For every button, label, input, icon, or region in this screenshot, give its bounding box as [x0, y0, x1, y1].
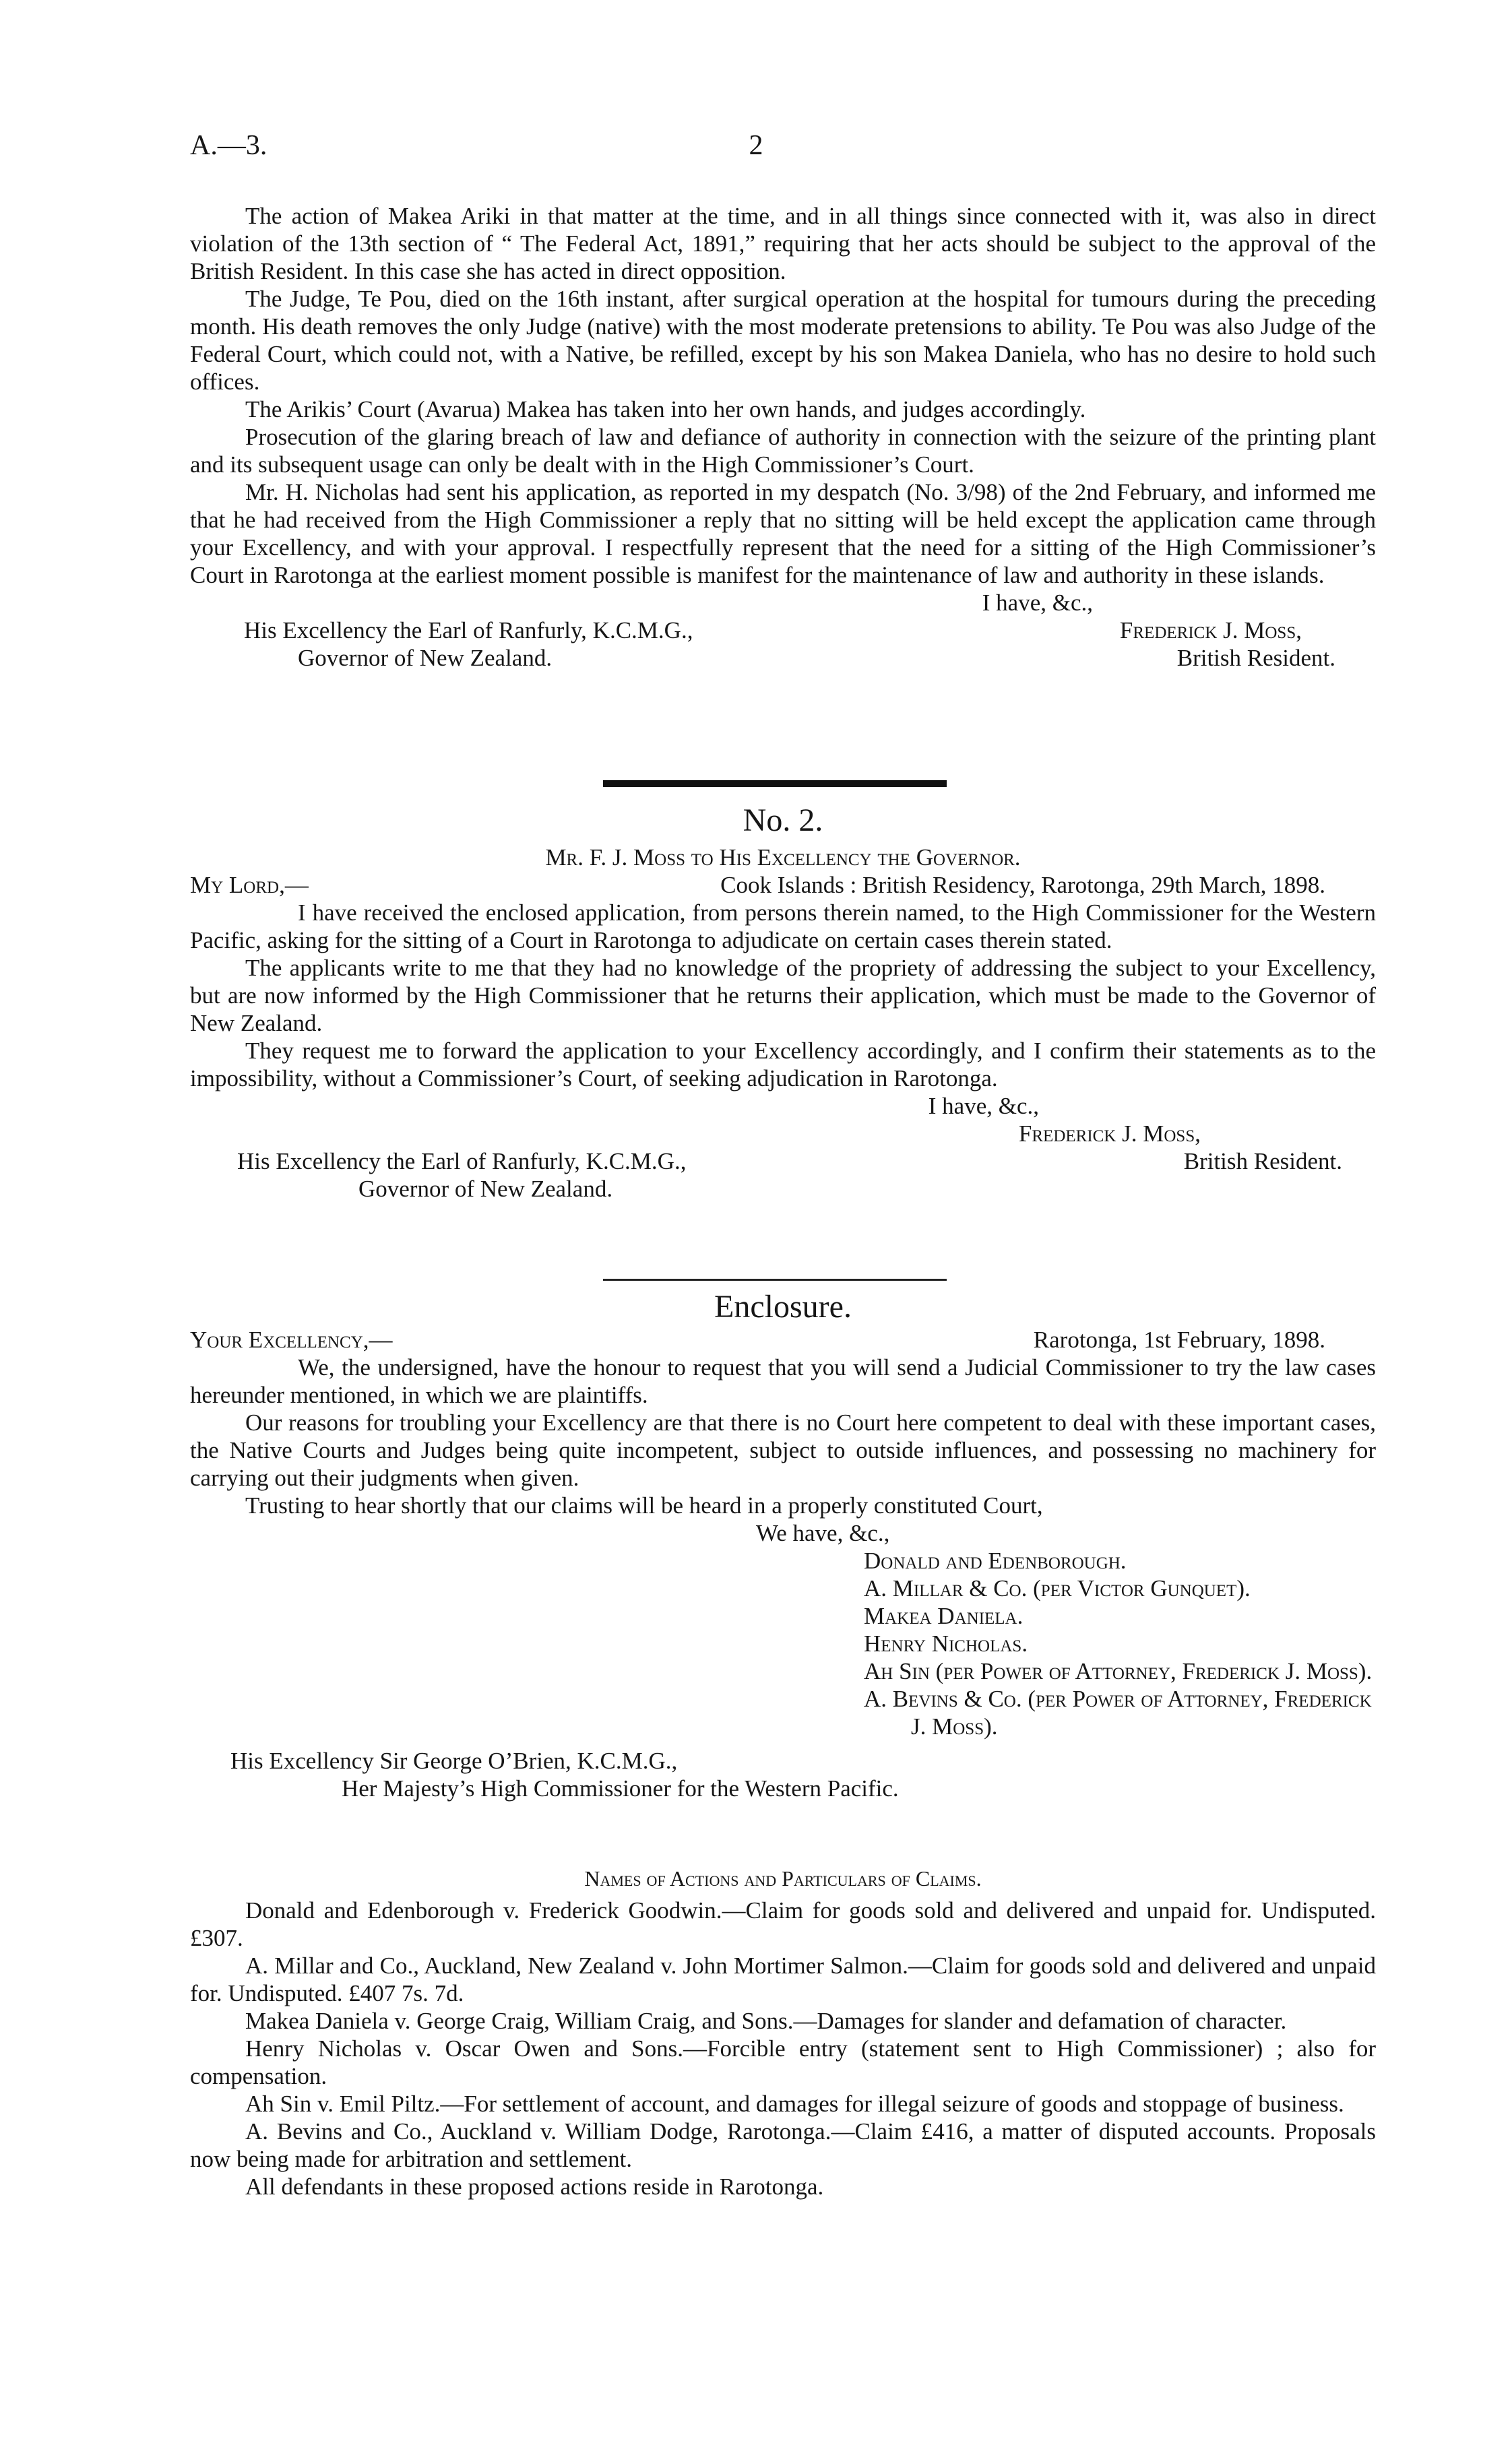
addressee-title: Her Majesty’s High Commissioner for the Western Pacific. [342, 1775, 899, 1802]
signer-name: Frederick J. Moss, [1018, 1120, 1201, 1147]
page-number: 2 [749, 130, 763, 161]
paragraph: Prosecution of the glaring breach of law and defiance of authority in connection with the seizure of the printing plant and its subsequent usage can only be dealt with in the High Commissioner’s Court. [190, 424, 1376, 478]
paragraph: The action of Makea Ariki in that matter at the time, and in all things since connected with it, was also in direct violation of the 13th section of “ The Federal Act, 1891,” requiring that her acts should be subject to the approval of the British Resident. In this case she has acted in direct opposition. [190, 203, 1376, 284]
place-date: Rarotonga, 1st February, 1898. [1033, 1327, 1325, 1353]
paragraph: Mr. H. Nicholas had sent his application, as reported in my despatch (No. 3/98) of the 2nd February, and informed me that he had received from the High Commissioner a reply that no sitting will be held except the application came through your Excellency, and with your approval. I respectfully represent that the need for a sitting of the High Commissioner’s Court in Rarotonga at the earliest moment possible is manifest for the maintenance of law and authority in these islands. [190, 479, 1376, 588]
salutation: My Lord,— [190, 872, 309, 898]
signature-row [190, 616, 1376, 644]
addressee: His Excellency the Earl of Ranfurly, K.C.M.G., [244, 617, 693, 643]
letter-1 [190, 202, 1376, 672]
closing: I have, &c., [982, 590, 1093, 616]
signatories [864, 1547, 1376, 1740]
paragraph: I have received the enclosed application, from persons therein named, to the High Commissioner for the Western Pacific, asking for the sitting of a Court in Rarotonga to adjudicate on certain cases therein stated. [190, 899, 1376, 953]
signer-name: Frederick J. Moss, [1119, 617, 1302, 643]
paragraph: The Judge, Te Pou, died on the 16th instant, after surgical operation at the hospital for tumours during the preceding month. His death removes the only Judge (native) with the most moderate pretensions to ability. Te Pou was also Judge of the Federal Court, which could not, with a Native, be refilled, except by his son Makea Daniela, who has no desire to hold such offices. [190, 286, 1376, 395]
claim-item: All defendants in these proposed actions reside in Rarotonga. [245, 2174, 824, 2200]
paragraph: The applicants write to me that they had no knowledge of the propriety of addressing the subject to your Excellency, but are now informed by the High Commissioner that he returns their application, which must be made to the Governor of New Zealand. [190, 955, 1376, 1036]
claim-item: Henry Nicholas v. Oscar Owen and Sons.—Forcible entry (statement sent to High Commissioner) ; also for compensation. [190, 2035, 1376, 2089]
addressee-title: Governor of New Zealand. [298, 645, 553, 671]
salutation: Your Excellency,— [190, 1327, 393, 1353]
section-divider [603, 1279, 947, 1281]
addressee: His Excellency the Earl of Ranfurly, K.C.M.G., [237, 1148, 687, 1174]
signatory: A. Bevins & Co. (per Power of Attorney, Frederick J. Moss). [864, 1686, 1372, 1740]
claim-item: Donald and Edenborough v. Frederick Goodwin.—Claim for goods sold and delivered and unpaid for. Undisputed. £307. [190, 1897, 1376, 1951]
place-date: Cook Islands : British Residency, Rarotonga, 29th March, 1898. [720, 872, 1325, 898]
signer-title: British Resident. [1176, 645, 1335, 671]
claim-item: A. Millar and Co., Auckland, New Zealand v. John Mortimer Salmon.—Claim for goods sold and delivered and unpaid for. Undisputed. £407 7s. 7d. [190, 1953, 1376, 2006]
signatory: Ah Sin (per Power of Attorney, Frederick J. Moss). [864, 1658, 1373, 1684]
addressee-title: Governor of New Zealand. [358, 1176, 613, 1202]
page-header [190, 132, 1322, 172]
closing: I have, &c., [928, 1093, 1039, 1119]
signer-title: British Resident. [1183, 1148, 1342, 1174]
signatory: A. Millar & Co. (per Victor Gunquet). [864, 1575, 1251, 1601]
addressee: His Excellency Sir George O’Brien, K.C.M.G., [230, 1748, 678, 1774]
addressee-title-row [190, 1175, 1376, 1203]
closing-row [190, 589, 1376, 616]
letter-no-2 [190, 802, 1376, 1203]
paragraph: We, the undersigned, have the honour to request that you will send a Judicial Commissioner to try the law cases hereunder mentioned, in which we are plaintiffs. [190, 1354, 1376, 1408]
section-heading: Enclosure. [714, 1289, 852, 1325]
closing-row [190, 1092, 1376, 1120]
claim-item: Ah Sin v. Emil Piltz.—For settlement of account, and damages for illegal seizure of goods and stoppage of business. [245, 2091, 1344, 2117]
document-reference: A.—3. [190, 130, 267, 161]
claim-item: Makea Daniela v. George Craig, William Craig, and Sons.—Damages for slander and defamation of character. [245, 2008, 1287, 2034]
signature-row [190, 1120, 1376, 1147]
enclosure [190, 1288, 1376, 1802]
signature-row [190, 644, 1376, 672]
claim-item: A. Bevins and Co., Auckland v. William Dodge, Rarotonga.—Claim £416, a matter of disputed accounts. Proposals now being made for arbitration and settlement. [190, 2118, 1376, 2172]
paragraph: The Arikis’ Court (Avarua) Makea has taken into her own hands, and judges accordingly. [245, 396, 1086, 422]
section-heading: No. 2. [743, 802, 823, 838]
salutation-row [190, 1326, 1376, 1354]
salutation-row [190, 871, 1376, 899]
paragraph: They request me to forward the application to your Excellency accordingly, and I confirm their statements as to the impossibility, without a Commissioner’s Court, of seeking adjudication in Rarotonga. [190, 1038, 1376, 1091]
section-divider [603, 780, 947, 787]
closing: We have, &c., [756, 1520, 890, 1546]
letter-subheading: Mr. F. J. Moss to His Excellency the Governor. [545, 844, 1021, 870]
signatory: Henry Nicholas. [864, 1630, 1028, 1657]
signature-row [190, 1147, 1376, 1175]
paragraph: Our reasons for troubling your Excellency are that there is no Court here competent to deal with these important cases, the Native Courts and Judges being quite incompetent, subject to outside influences, and possessing no machinery for carrying out their judgments when given. [190, 1409, 1376, 1491]
signatory: Donald and Edenborough. [864, 1548, 1127, 1574]
claims-heading: Names of Actions and Particulars of Claims. [584, 1866, 982, 1891]
claims-section [190, 1865, 1376, 2200]
paragraph: Trusting to hear shortly that our claims will be heard in a properly constituted Court, [245, 1492, 1043, 1519]
signatory: Makea Daniela. [864, 1603, 1023, 1629]
